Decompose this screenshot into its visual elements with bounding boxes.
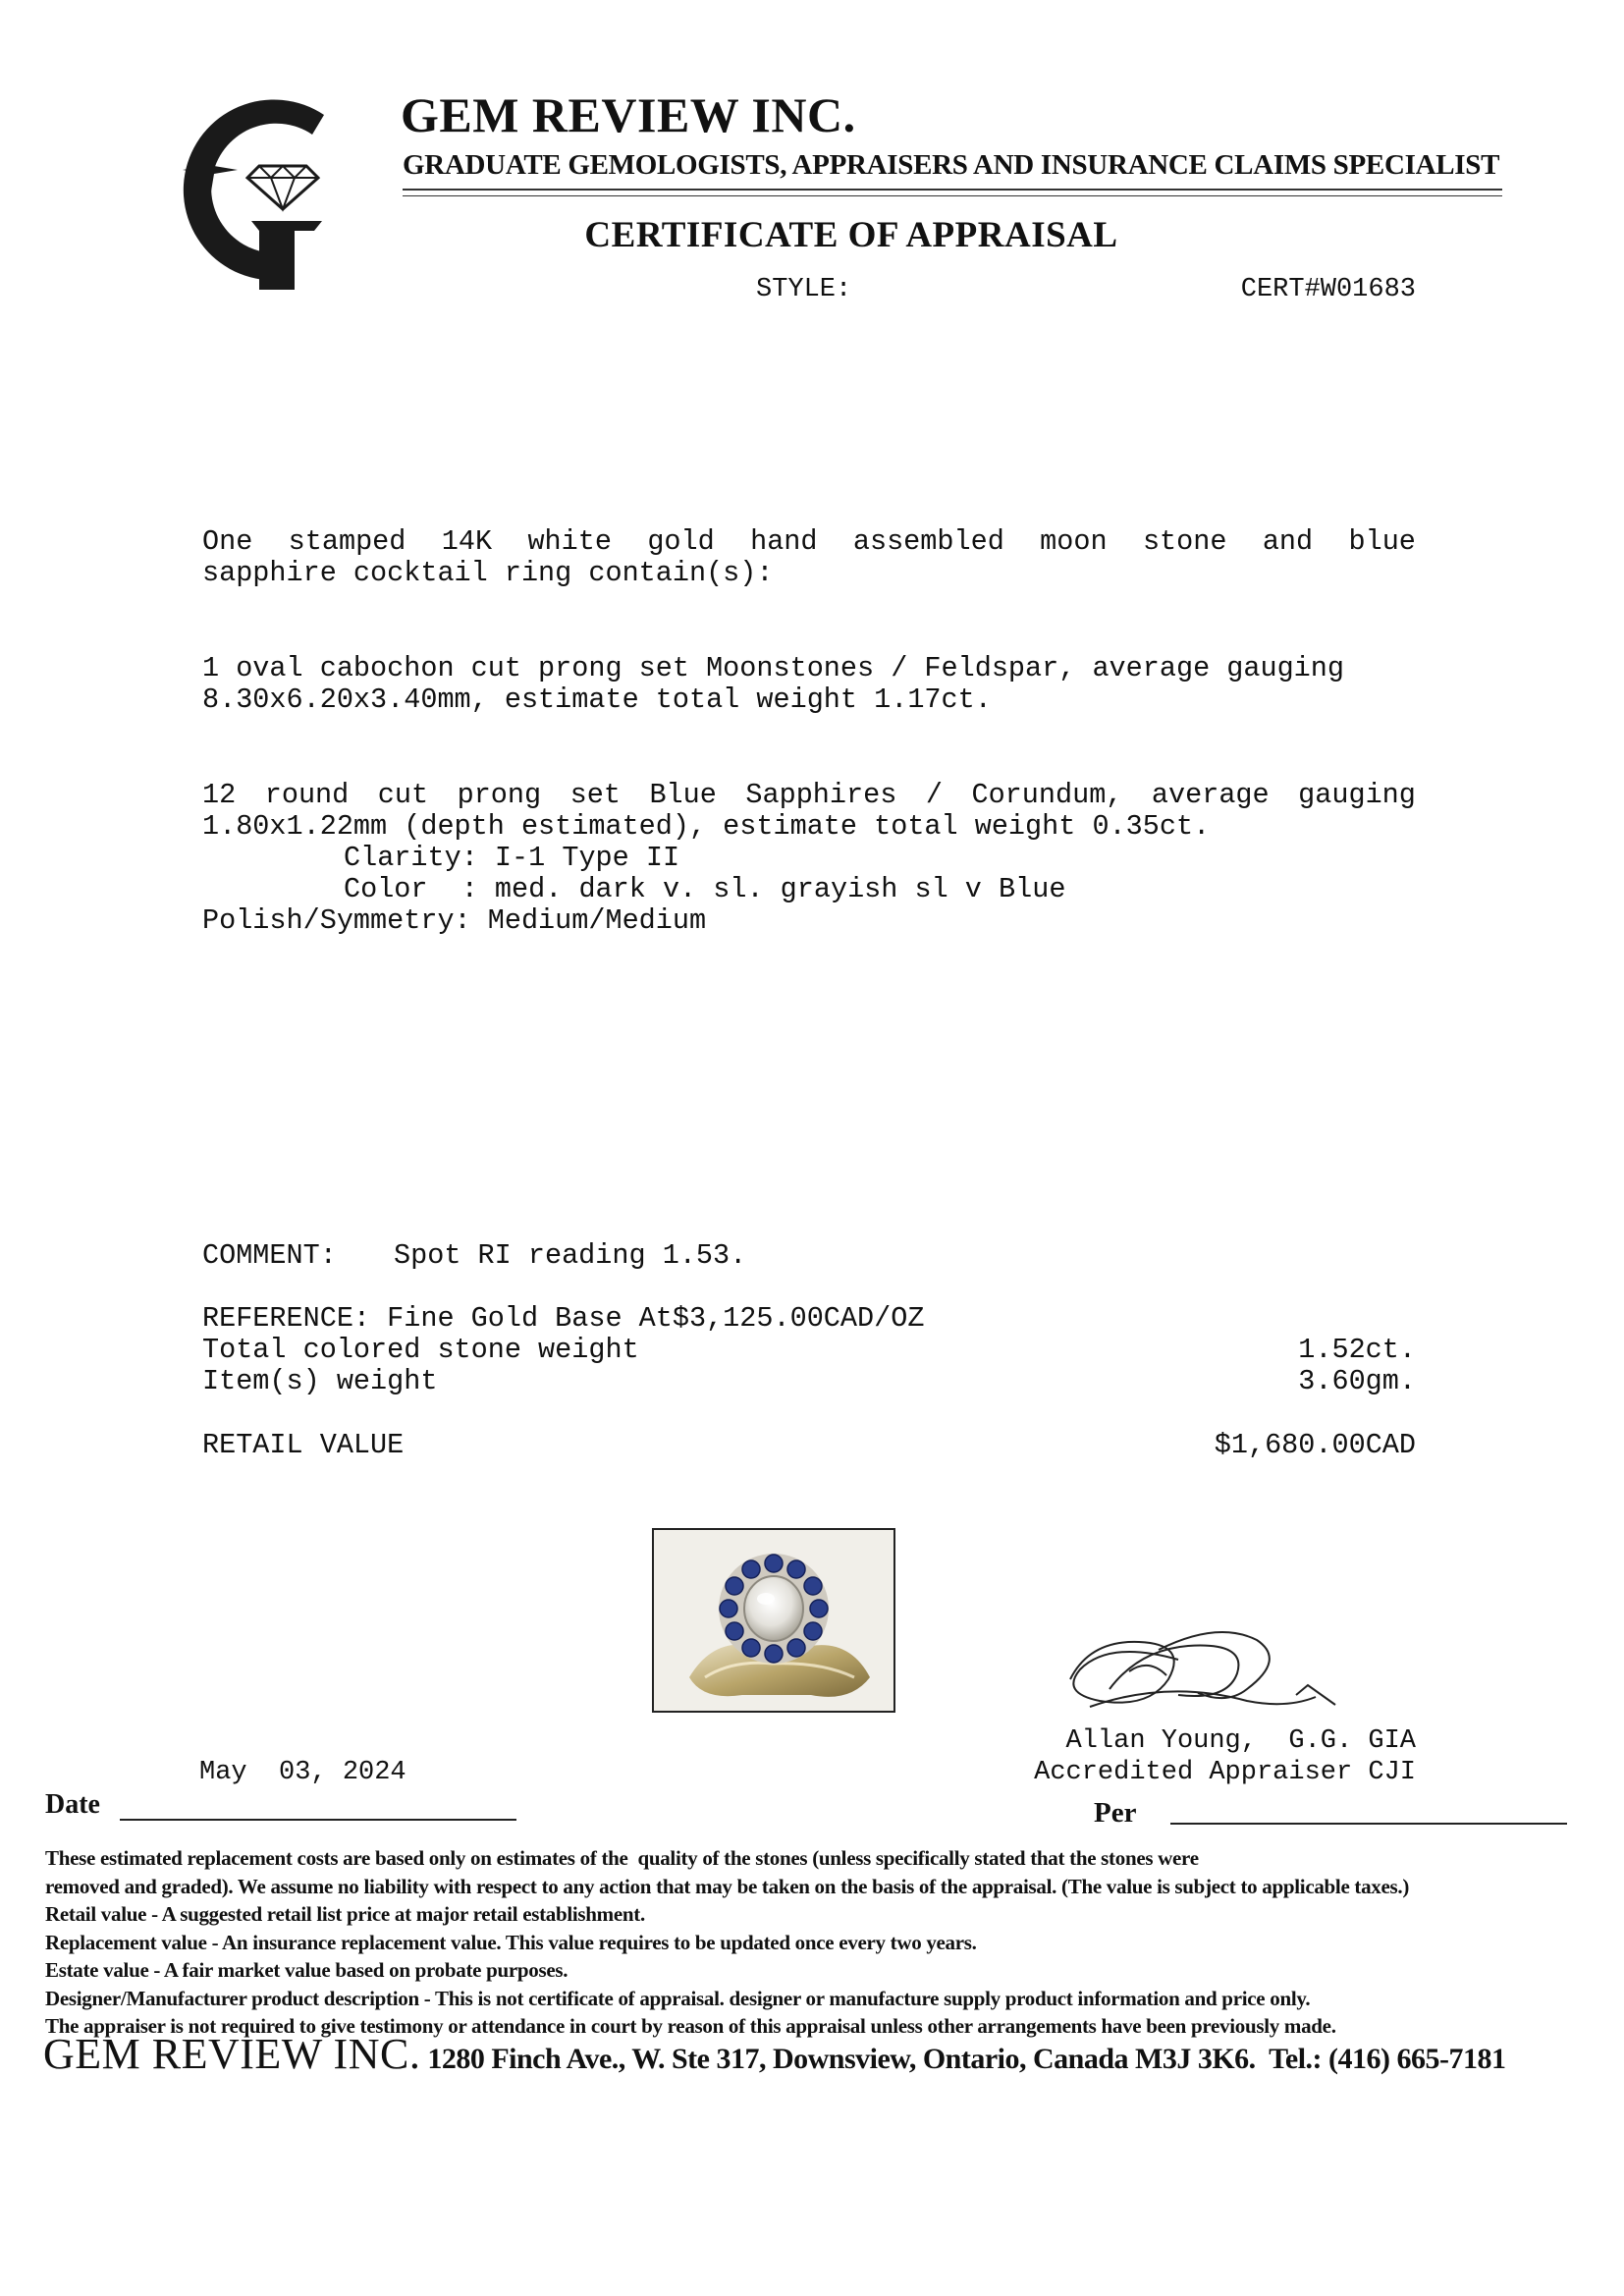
comment-text: Spot RI reading 1.53.	[394, 1239, 747, 1272]
description-word: Blue	[649, 779, 717, 811]
description-word: gold	[647, 525, 715, 558]
moonstone-line: 1 oval cabochon cut prong set Moonstones / Feldspar, average gauging	[202, 652, 1344, 684]
description-word: blue	[1348, 525, 1416, 558]
description-word: stone	[1142, 525, 1227, 558]
disclaimer-line: Replacement value - An insurance replacement value. This value requires to be updated once every two years.	[45, 1930, 977, 1954]
disclaimer-line: Estate value - A fair market value based on probate purposes.	[45, 1958, 568, 1982]
comment-label: COMMENT:	[202, 1239, 337, 1272]
reference-row-value: 3.60gm.	[1298, 1365, 1416, 1397]
description-word: 12	[202, 779, 237, 811]
reference-row-label: Item(s) weight	[202, 1365, 438, 1397]
ring-photo	[652, 1528, 895, 1713]
header-rule-thin	[403, 195, 1502, 196]
per-signature-line	[1170, 1823, 1567, 1825]
reference-row	[202, 1366, 1416, 1397]
polish-symmetry-grade: Polish/Symmetry: Medium/Medium	[202, 904, 707, 937]
description-word: 14K	[441, 525, 493, 558]
certificate-number: CERT#W01683	[1240, 275, 1416, 304]
description-word: prong	[457, 779, 542, 811]
disclaimer-line: Retail value - A suggested retail list price at major retail establishment.	[45, 1902, 645, 1926]
certificate-title: CERTIFICATE OF APPRAISAL	[584, 215, 1118, 255]
footer-address: 1280 Finch Ave., W. Ste 317, Downsview, Ontario, Canada M3J 3K6. Tel.: (416) 665-7181	[420, 2043, 1506, 2075]
date-label: Date	[45, 1789, 100, 1820]
footer-company-name: GEM REVIEW INC.	[43, 2030, 421, 2078]
description-word: stamped	[288, 525, 406, 558]
appraiser-signature	[1051, 1611, 1365, 1728]
description-word: round	[264, 779, 350, 811]
moonstone-description	[202, 653, 1416, 716]
clarity-grade: Clarity: I-1 Type II	[344, 842, 680, 874]
appraiser-name: Allan Young, G.G. GIA	[1065, 1726, 1416, 1756]
reference-block	[202, 1303, 1416, 1397]
retail-value-label: RETAIL VALUE	[202, 1429, 405, 1461]
description-word: white	[527, 525, 612, 558]
description-word: moon	[1040, 525, 1108, 558]
style-label: STYLE:	[756, 275, 852, 304]
disclaimer-line: removed and graded). We assume no liability with respect to any action that may be taken on the basis of the appraisal. (The value is subject to applicable taxes.)	[45, 1874, 1410, 1898]
sapphire-line: 1.80x1.22mm (depth estimated), estimate total weight 0.35ct.	[202, 810, 1211, 843]
reference-text: REFERENCE: Fine Gold Base At$3,125.00CAD/OZ	[202, 1302, 925, 1335]
reference-row-label: Total colored stone weight	[202, 1334, 639, 1366]
description-word: hand	[750, 525, 818, 558]
reference-row	[202, 1335, 1416, 1366]
description-word: Sapphires	[745, 779, 897, 811]
description-word: set	[569, 779, 621, 811]
company-name: GEM REVIEW INC.	[401, 87, 856, 142]
header-rule	[403, 189, 1502, 191]
description-word: Corundum,	[971, 779, 1123, 811]
disclaimer-line: These estimated replacement costs are based only on estimates of the quality of the stones (unless specifically stated that the stones were	[45, 1846, 1199, 1870]
ring-image	[654, 1530, 893, 1711]
moonstone-line: 8.30x6.20x3.40mm, estimate total weight 1.17ct.	[202, 683, 992, 716]
disclaimer-line: Designer/Manufacturer product description - This is not certificate of appraisal. designer or manufacture supply product information and price only.	[45, 1986, 1311, 2010]
company-logo	[149, 93, 336, 290]
item-description	[202, 526, 1416, 589]
date-signature-line	[120, 1819, 516, 1821]
disclaimer	[45, 1844, 1616, 2041]
comment	[202, 1240, 1416, 1272]
company-tagline: GRADUATE GEMOLOGISTS, APPRAISERS AND INSURANCE CLAIMS SPECIALIST	[403, 149, 1500, 181]
description-line	[202, 526, 1416, 558]
per-label: Per	[1094, 1797, 1137, 1829]
description-word: cut	[377, 779, 429, 811]
description-line: sapphire cocktail ring contain(s):	[202, 557, 774, 589]
retail-value-amount: $1,680.00CAD	[1214, 1429, 1416, 1461]
description-word: and	[1262, 525, 1314, 558]
appraiser-title: Accredited Appraiser CJI	[1034, 1758, 1416, 1787]
footer	[43, 2029, 1506, 2079]
appraisal-date: May 03, 2024	[199, 1758, 406, 1787]
description-word: assembled	[852, 525, 1004, 558]
description-word: One	[202, 525, 253, 558]
description-word: /	[925, 779, 943, 811]
color-grade: Color : med. dark v. sl. grayish sl v Blue	[344, 873, 1066, 905]
reference-row-value: 1.52ct.	[1298, 1334, 1416, 1366]
sapphire-description	[202, 780, 1416, 937]
description-word: gauging	[1298, 779, 1416, 811]
description-word: average	[1151, 779, 1270, 811]
retail-value-row	[202, 1430, 1416, 1461]
sapphire-line	[202, 780, 1416, 811]
disclaimer-line: The appraiser is not required to give testimony or attendance in court by reason of this appraisal unless other arrangements have been previously made.	[45, 2014, 1336, 2038]
